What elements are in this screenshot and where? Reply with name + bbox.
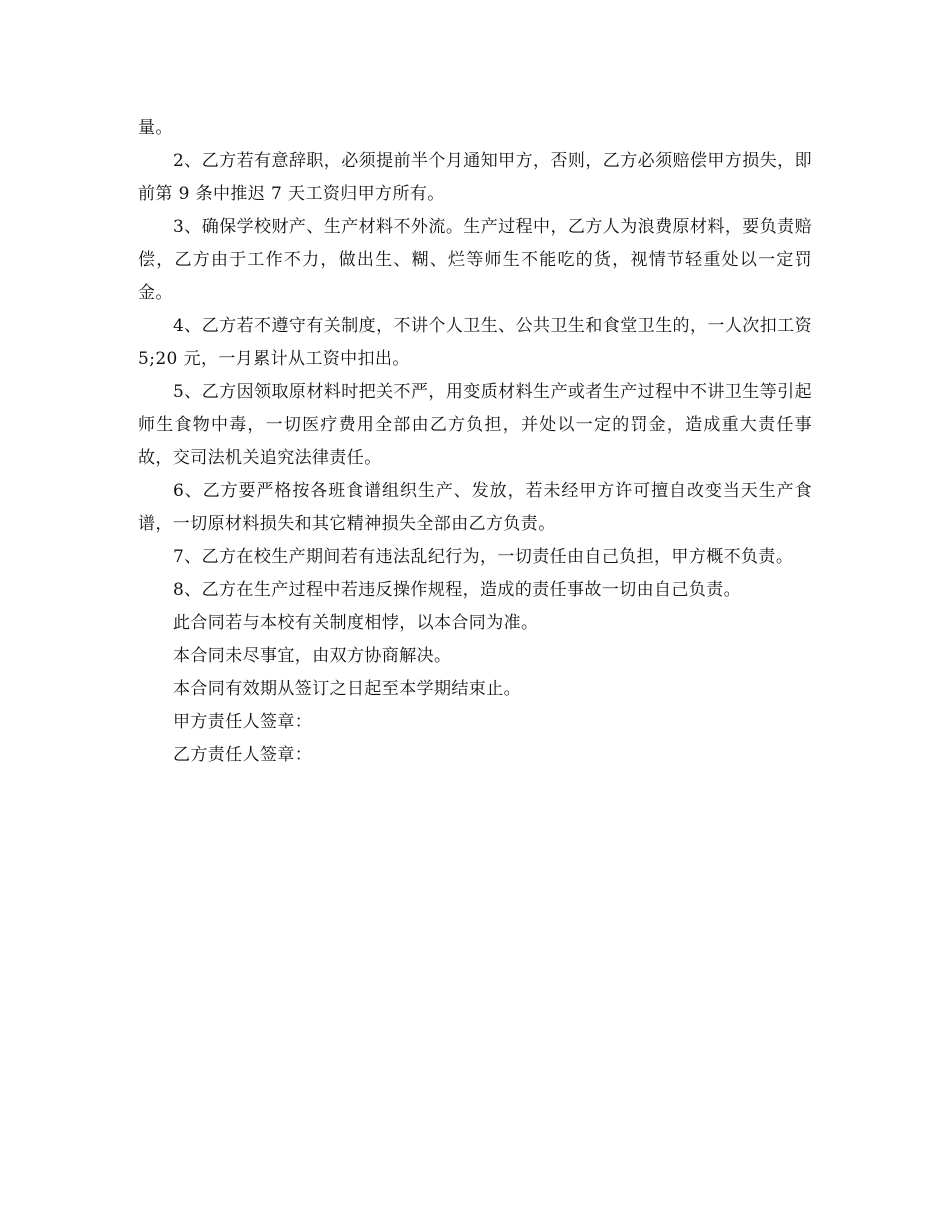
party-b-signature-label: 乙方责任人签章： [173, 745, 313, 765]
clause-2-resignation: 2、乙方若有意辞职，必须提前半个月通知甲方，否则，乙方必须赔偿甲方损失，即前第 9 条中推迟 7 天工资归甲方所有。 [138, 151, 812, 204]
unresolved-matters-statement: 本合同未尽事宜，由双方协商解决。 [173, 646, 452, 666]
clause-7-conduct: 7、乙方在校生产期间若有违法乱纪行为，一切责任由自己负担，甲方概不负责。 [173, 547, 794, 567]
document-body [138, 112, 812, 772]
validity-statement: 本合同有效期从签订之日起至本学期结束止。 [173, 679, 521, 699]
clause-8-operations: 8、乙方在生产过程中若违反操作规程，造成的责任事故一切由自己负责。 [173, 580, 742, 600]
precedence-statement: 此合同若与本校有关制度相悖，以本合同为准。 [173, 613, 539, 633]
clause-3-property: 3、确保学校财产、生产材料不外流。生产过程中，乙方人为浪费原材料，要负责赔偿，乙方由于工作不力，做出生、糊、烂等师生不能吃的货，视情节轻重处以一定罚金。 [138, 217, 812, 303]
paragraph-continuation: 量。 [138, 118, 173, 138]
clause-4-hygiene: 4、乙方若不遵守有关制度，不讲个人卫生、公共卫生和食堂卫生的，一人次扣工资 5;20 元，一月累计从工资中扣出。 [138, 316, 812, 369]
party-a-signature-label: 甲方责任人签章： [173, 712, 313, 732]
clause-6-menu: 6、乙方要严格按各班食谱组织生产、发放，若未经甲方许可擅自改变当天生产食谱，一切原材料损失和其它精神损失全部由乙方负责。 [138, 481, 812, 534]
clause-5-materials: 5、乙方因领取原材料时把关不严，用变质材料生产或者生产过程中不讲卫生等引起师生食物中毒，一切医疗费用全部由乙方负担，并处以一定的罚金，造成重大责任事故，交司法机关追究法律责任。 [138, 382, 812, 468]
